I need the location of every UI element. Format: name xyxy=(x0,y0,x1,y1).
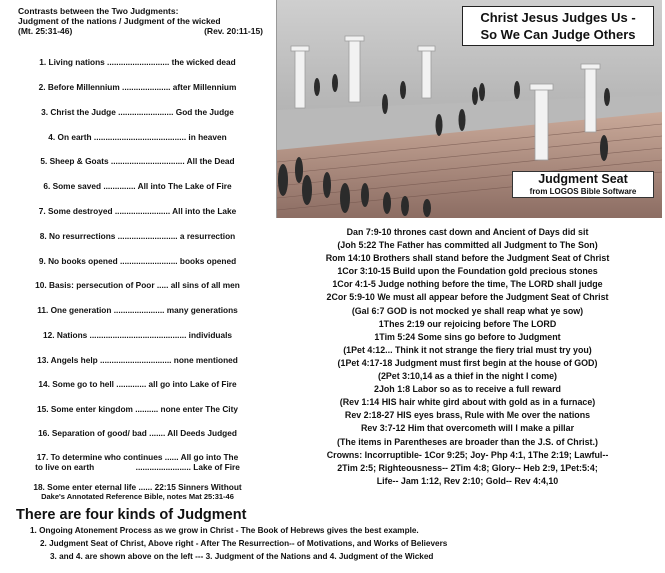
picture-caption xyxy=(512,171,654,198)
verse-line: 2Cor 5:9-10 We must all appear before the Judgment Seat of Christ xyxy=(326,292,609,303)
list-item: 2. Before Millennium ..................... after Millennium xyxy=(38,82,237,92)
list-item: 16. Separation of good/ bad ....... All Deeds Judged xyxy=(38,428,237,438)
picture-title xyxy=(462,6,654,46)
list-item: 11. One generation ...................... many generations xyxy=(37,305,238,315)
list-item: 14. Some go to hell ............. all go into Lake of Fire xyxy=(38,379,237,389)
caption-title: Judgment Seat xyxy=(538,172,628,186)
list-item: 7. Some destroyed ........................ All into the Lake xyxy=(38,206,237,216)
verse-line: Crowns: Incorruptible- 1Cor 9:25; Joy- Php 4:1, 1The 2:19; Lawful-- xyxy=(326,449,609,460)
verse-line: (Joh 5:22 The Father has committed all Judgment to The Son) xyxy=(337,240,598,251)
heading-line1: Contrasts between the Two Judgments: xyxy=(18,6,179,16)
judgment-seat-picture xyxy=(276,0,662,218)
list-item: 10. Basis: persecution of Poor ..... all sins of all men xyxy=(35,280,240,290)
verse-line: (The items in Parentheses are broader than the J.S. of Christ.) xyxy=(337,436,598,447)
list-item: to live on earth ........................ Lake of Fire xyxy=(35,462,240,472)
verse-line: (1Pet 4:12... Think it not strange the fiery trial must try you) xyxy=(343,344,592,355)
verse-line: 2Joh 1:8 Labor so as to receive a full reward xyxy=(374,384,561,395)
contrast-list xyxy=(0,0,275,510)
list-item: 13. Angels help ............................... none mentioned xyxy=(37,355,238,365)
title-line2: So We Can Judge Others xyxy=(480,27,636,42)
heading-refs xyxy=(18,26,263,36)
kinds-line1: 1. Ongoing Atonement Process as we grow in Christ - The Book of Hebrews gives the best example. xyxy=(30,526,419,535)
caption-source: from LOGOS Bible Software xyxy=(529,187,637,196)
four-kinds-heading: There are four kinds of Judgment xyxy=(16,507,247,523)
list-item: 17. To determine who continues ...... All go into The xyxy=(36,452,239,462)
list-item: 9. No books opened ......................... books opened xyxy=(38,256,237,266)
verse-line: 1Thes 2:19 our rejoicing before The LORD xyxy=(378,318,557,329)
verse-line: (Rev 1:14 HIS hair white gird about with gold as in a furnace) xyxy=(339,397,596,408)
verse-list xyxy=(270,226,665,488)
list-item: 6. Some saved .............. All into The Lake of Fire xyxy=(43,181,232,191)
list-item-source: Dake's Annotated Reference Bible, notes Mat 25:31-46 xyxy=(41,492,234,501)
list-item: 4. On earth ........................................ in heaven xyxy=(48,132,227,142)
verse-line: Rev 2:18-27 HIS eyes brass, Rule with Me over the nations xyxy=(344,410,591,421)
verse-line: (1Pet 4:17-18 Judgment must first begin at the house of GOD) xyxy=(337,357,598,368)
verse-line: (2Pet 3:10,14 as a thief in the night I come) xyxy=(377,371,558,382)
ref-left: (Mt. 25:31-46) xyxy=(18,26,73,36)
title-line1: Christ Jesus Judges Us - xyxy=(480,10,636,25)
verse-line: 1Tim 5:24 Some sins go before to Judgment xyxy=(374,331,561,342)
list-item: 15. Some enter kingdom .......... none enter The City xyxy=(36,404,238,414)
list-item: 12. Nations .......................................... individuals xyxy=(42,330,233,340)
verse-line: Rev 3:7-12 Him that overcometh will I make a pillar xyxy=(360,423,575,434)
contrast-heading xyxy=(18,6,273,36)
list-item: 1. Living nations ........................... the wicked dead xyxy=(39,57,236,67)
verse-line: 1Cor 4:1-5 Judge nothing before the time, The LORD shall judge xyxy=(332,279,603,290)
list-item: 3. Christ the Judge ........................ God the Judge xyxy=(41,107,234,117)
kinds-line2: 2. Judgment Seat of Christ, Above right - After The Resurrection-- of Motivations, and Works of Believers xyxy=(40,539,448,548)
verse-line: 1Cor 3:10-15 Build upon the Foundation gold precious stones xyxy=(337,266,598,277)
list-item: 5. Sheep & Goats ................................ All the Dead xyxy=(40,156,235,166)
ref-right: (Rev. 20:11-15) xyxy=(204,26,263,36)
verse-line: (Gal 6:7 GOD is not mocked ye shall reap what ye sow) xyxy=(351,305,584,316)
list-item: 18. Some enter eternal life ...... 22:15 Sinners Without xyxy=(33,482,242,492)
verse-line: Rom 14:10 Brothers shall stand before the Judgment Seat of Christ xyxy=(325,253,610,264)
kinds-line3: 3. and 4. are shown above on the left --- 3. Judgment of the Nations and 4. Judgment of the Wicked xyxy=(50,552,434,561)
list-item: 8. No resurrections .......................... a resurrection xyxy=(39,231,236,241)
verse-line: Life-- Jam 1:12, Rev 2:10; Gold-- Rev 4:4,10 xyxy=(376,475,559,486)
heading-line2: Judgment of the nations / Judgment of the wicked xyxy=(18,16,221,26)
verse-line: Dan 7:9-10 thrones cast down and Ancient of Days did sit xyxy=(346,227,589,237)
verse-line: 2Tim 2:5; Righteousness-- 2Tim 4:8; Glory-- Heb 2:9, 1Pet:5:4; xyxy=(337,462,598,473)
